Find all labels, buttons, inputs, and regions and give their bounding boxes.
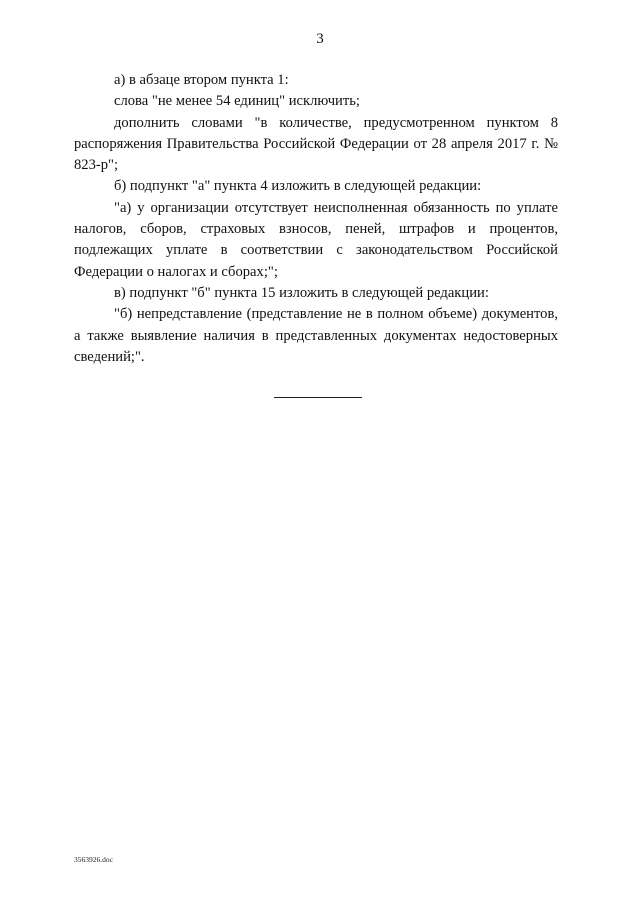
paragraph-c-text: "б) непредставление (представление не в полном объеме) документов, а также выявление наличия в представленных документах недостоверных сведений;". bbox=[74, 306, 558, 365]
end-separator-line bbox=[274, 397, 362, 398]
paragraph-a-intro: а) в абзаце втором пункта 1: bbox=[114, 72, 289, 88]
page-number: 3 bbox=[316, 31, 324, 47]
paragraph-c-intro: в) подпункт "б" пункта 15 изложить в следующей редакции: bbox=[114, 284, 489, 301]
footer-file-name: 3563926.doc bbox=[74, 855, 113, 864]
document-body bbox=[74, 70, 558, 368]
paragraph-add-words: дополнить словами "в количестве, предусмотренном пунктом 8 распоряжения Правительства Российской Федерации от 28 апреля 2017 г. № 823-р"; bbox=[74, 114, 558, 174]
paragraph-remove-words: слова "не менее 54 единиц" исключить; bbox=[114, 93, 360, 110]
paragraph-b-text: "а) у организации отсутствует неисполненная обязанность по уплате налогов, сборов, страховых взносов, пеней, штрафов и процентов, подлежащих уплате в соответствии с законодательством Российской Федерации о налогах и сборах;"; bbox=[74, 199, 558, 280]
paragraph-b-intro: б) подпункт "а" пункта 4 изложить в следующей редакции: bbox=[114, 178, 482, 195]
